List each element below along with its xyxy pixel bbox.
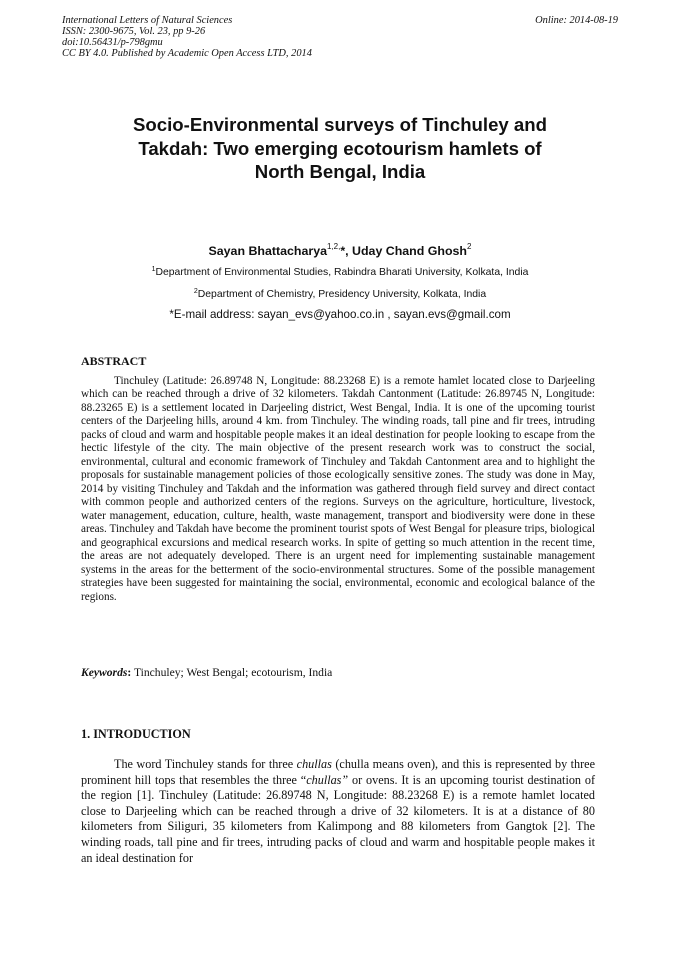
introduction-heading: 1. INTRODUCTION [81, 727, 191, 741]
author-1-name: Sayan Bhattacharya [208, 244, 327, 258]
author-2-name: Uday Chand Ghosh [348, 244, 468, 258]
intro-segment-italic: chullas [296, 757, 332, 771]
corresponding-author-mark: *, [340, 244, 349, 258]
author-2-affiliation-mark: 2 [467, 242, 472, 251]
abstract-heading: ABSTRACT [81, 354, 147, 368]
corresponding-email: *E-mail address: sayan_evs@yahoo.co.in , sayan.evs@gmail.com [169, 308, 511, 321]
journal-issn: ISSN: 2300-9675, Vol. 23, pp 9-26 [62, 26, 206, 37]
author-1-affiliation-marks: 1,2, [326, 242, 341, 251]
journal-name: International Letters of Natural Sciences [62, 15, 233, 26]
paper-title [62, 113, 618, 184]
intro-segment: (chulla means oven), and this is represented by three prominent hill tops that resembles the three “ [81, 757, 596, 787]
affiliation-2-number: 2 [193, 288, 198, 295]
affiliation-1-text: Department of Environmental Studies, Rabindra Bharati University, Kolkata, India [155, 267, 529, 278]
keywords-label: Keywords [81, 666, 128, 679]
keywords-text: Tinchuley; West Bengal; ecotourism, India [131, 666, 333, 679]
article-doi: doi:10.56431/p-798gmu [62, 37, 163, 48]
introduction-text [81, 757, 595, 866]
intro-segment: The word Tinchuley stands for three [114, 757, 297, 771]
intro-segment: or ovens. It is an upcoming tourist destination of the region [1]. Tinchuley (Latitude: 26.89748 N, Longitude: 88.23268 E) is a remote hamlet located close to Darjeeling which can be reached through a drive of 32 kilometers. It is at a distance of 80 kilometers from Siliguri, 35 kilometers from Kalimpong and 88 kilometers from Gangtok [2]. The winding roads, tall pine and fir trees, intruding packs of cloud and warm and hospitable people makes it an ideal destination for [81, 772, 596, 865]
online-date: Online: 2014-08-19 [535, 15, 618, 26]
abstract-text: Tinchuley (Latitude: 26.89748 N, Longitude: 88.23268 E) is a remote hamlet located close to Darjeeling which can be reached through a drive of 32 kilometers. Takdah Cantonment (Latitude: 26.89745 N, Longitude: 88.23265 E) is a settlement located in Darjeeling district, West Bengal, India. It is one of the upcoming tourist centers of the Darjeeling hills, around 4 km. from Tinchuley. The winding roads, tall pine and fir trees, intruding packs of cloud and warm and hospitable people makes it an ideal destination for people looking to escape from the hectic lifestyle of the city. The main objective of the present research work was to construct the social, environmental, cultural and economic framework of Tinchuley and Takdah Cantonment area and to highlight the proposals for sustainable management policies of those ecologically sensitive zones. The study was done in May, 2014 by visiting Tinchuley and Takdah and the information was gathered through field survey and direct contact with common people and authorized centers of the regions. Surveys on the agriculture, horticulture, livestock, water management, education, culture, health, waste management, transport and biodiversity were done in these areas. Tinchuley and Takdah have become the prominent tourist spots of West Bengal for pleasure trips, biological and geographical excursions and medical research works. In spite of getting so much attention in the recent time, the areas are not adequately developed. There is an urgent need for implementing sustainable management systems in the areas for the betterment of the socio-environmental structures. Some of the possible management strategies have been suggested for maintaining the social, environmental, economic and ecological balance of the regions. [81, 375, 595, 603]
title-line-3: North Bengal, India [254, 161, 426, 182]
license-line: CC BY 4.0. Published by Academic Open Access LTD, 2014 [62, 48, 312, 59]
affiliation-2-text: Department of Chemistry, Presidency University, Kolkata, India [197, 289, 487, 300]
author-list [62, 243, 618, 259]
intro-segment-italic: chullas” [306, 772, 349, 787]
title-line-2: Takdah: Two emerging ecotourism hamlets of [138, 137, 542, 159]
affiliation-2 [62, 288, 618, 301]
keywords-colon: : [127, 666, 132, 679]
journal-header [62, 15, 312, 59]
title-line-1: Socio-Environmental surveys of Tinchuley and [133, 114, 547, 135]
keywords-line [81, 666, 332, 680]
affiliation-1 [62, 266, 618, 279]
affiliation-1-number: 1 [151, 266, 156, 273]
